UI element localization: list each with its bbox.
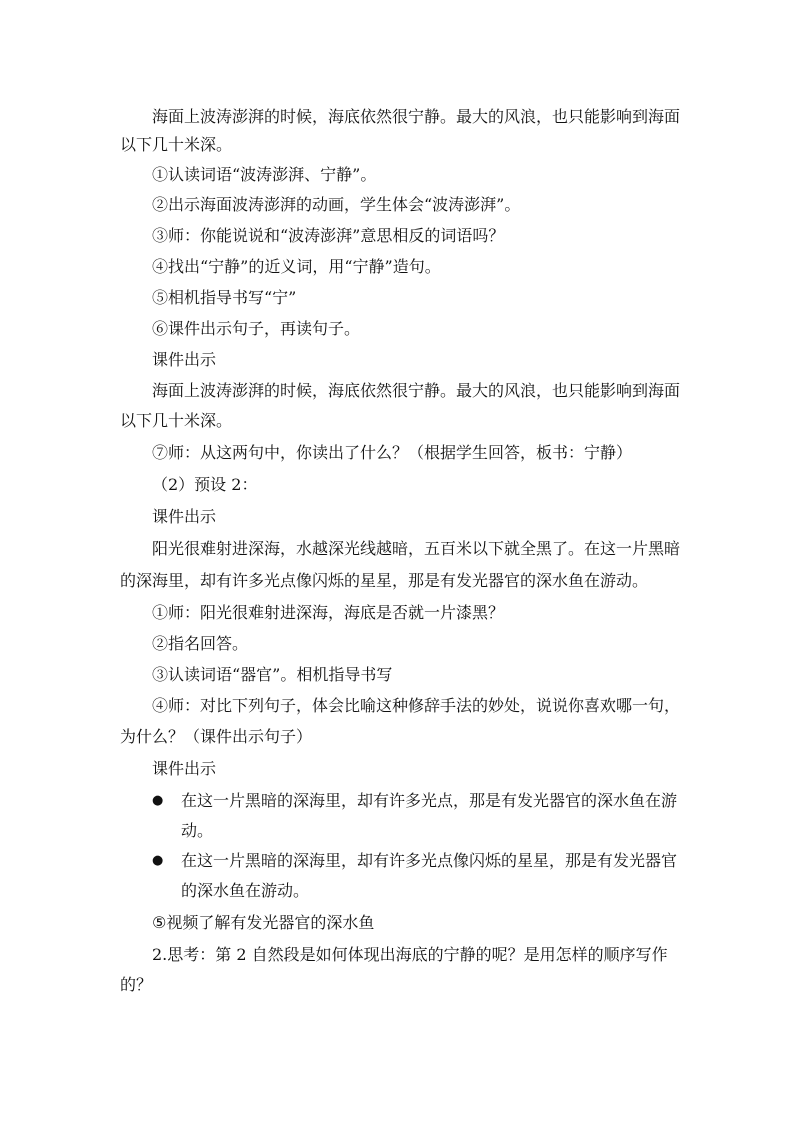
step-item: ⑥课件出示句子，再读句子。 — [152, 319, 361, 338]
step-item: ⑤视频了解有发光器官的深水鱼 — [152, 913, 375, 932]
bullet-icon: ● — [152, 853, 164, 868]
paragraph-line: 海面上波涛澎湃的时候，海底依然很宁静。最大的风浪，也只能影响到海面 — [152, 107, 681, 126]
step-item: 为什么？（课件出示句子） — [120, 727, 313, 746]
courseware-label: 课件出示 — [152, 350, 217, 369]
paragraph-line: 以下几十米深。 — [120, 411, 233, 430]
step-item: ⑤相机指导书写“宁” — [152, 288, 297, 307]
step-item: ③认读词语“器官”。相机指导书写 — [152, 665, 393, 684]
step-item: ④师：对比下列句子，体会比喻这种修辞手法的妙处，说说你喜欢哪一句， — [152, 696, 681, 715]
question-line: 的？ — [120, 975, 153, 994]
step-item: ①师：阳光很难射进深海，海底是否就一片漆黑？ — [152, 603, 505, 622]
paragraph-line: 阳光很难射进深海，水越深光线越暗，五百米以下就全黑了。在这一片黑暗 — [152, 539, 681, 558]
courseware-label: 课件出示 — [152, 507, 217, 526]
courseware-label: 课件出示 — [152, 759, 217, 778]
bullet-line: 动。 — [181, 821, 214, 840]
bullet-icon: ● — [152, 793, 164, 808]
bullet-line: 的深水鱼在游动。 — [181, 881, 310, 900]
paragraph-line: 的深海里，却有许多光点像闪烁的星星，那是有发光器官的深水鱼在游动。 — [120, 571, 649, 590]
step-item: ②出示海面波涛澎湃的动画，学生体会“波涛澎湃”。 — [152, 195, 521, 214]
paragraph-line: 以下几十米深。 — [120, 135, 233, 154]
step-item: ①认读词语“波涛澎湃、宁静”。 — [152, 165, 377, 184]
question-line: 2.思考：第 2 自然段是如何体现出海底的宁静的呢？是用怎样的顺序写作 — [152, 945, 668, 964]
bullet-line: 在这一片黑暗的深海里，却有许多光点像闪烁的星星，那是有发光器官 — [181, 851, 678, 870]
step-item: ③师：你能说说和“波涛澎湃”意思相反的词语吗？ — [152, 226, 505, 245]
step-item: ②指名回答。 — [152, 634, 249, 653]
step-item: ⑦师：从这两句中，你读出了什么？（根据学生回答，板书：宁静） — [152, 443, 633, 462]
preset-heading: （2）预设 2： — [152, 475, 258, 494]
paragraph-line: 海面上波涛澎湃的时候，海底依然很宁静。最大的风浪，也只能影响到海面 — [152, 381, 681, 400]
step-item: ④找出“宁静”的近义词，用“宁静”造句。 — [152, 257, 441, 276]
bullet-line: 在这一片黑暗的深海里，却有许多光点，那是有发光器官的深水鱼在游 — [181, 791, 678, 810]
